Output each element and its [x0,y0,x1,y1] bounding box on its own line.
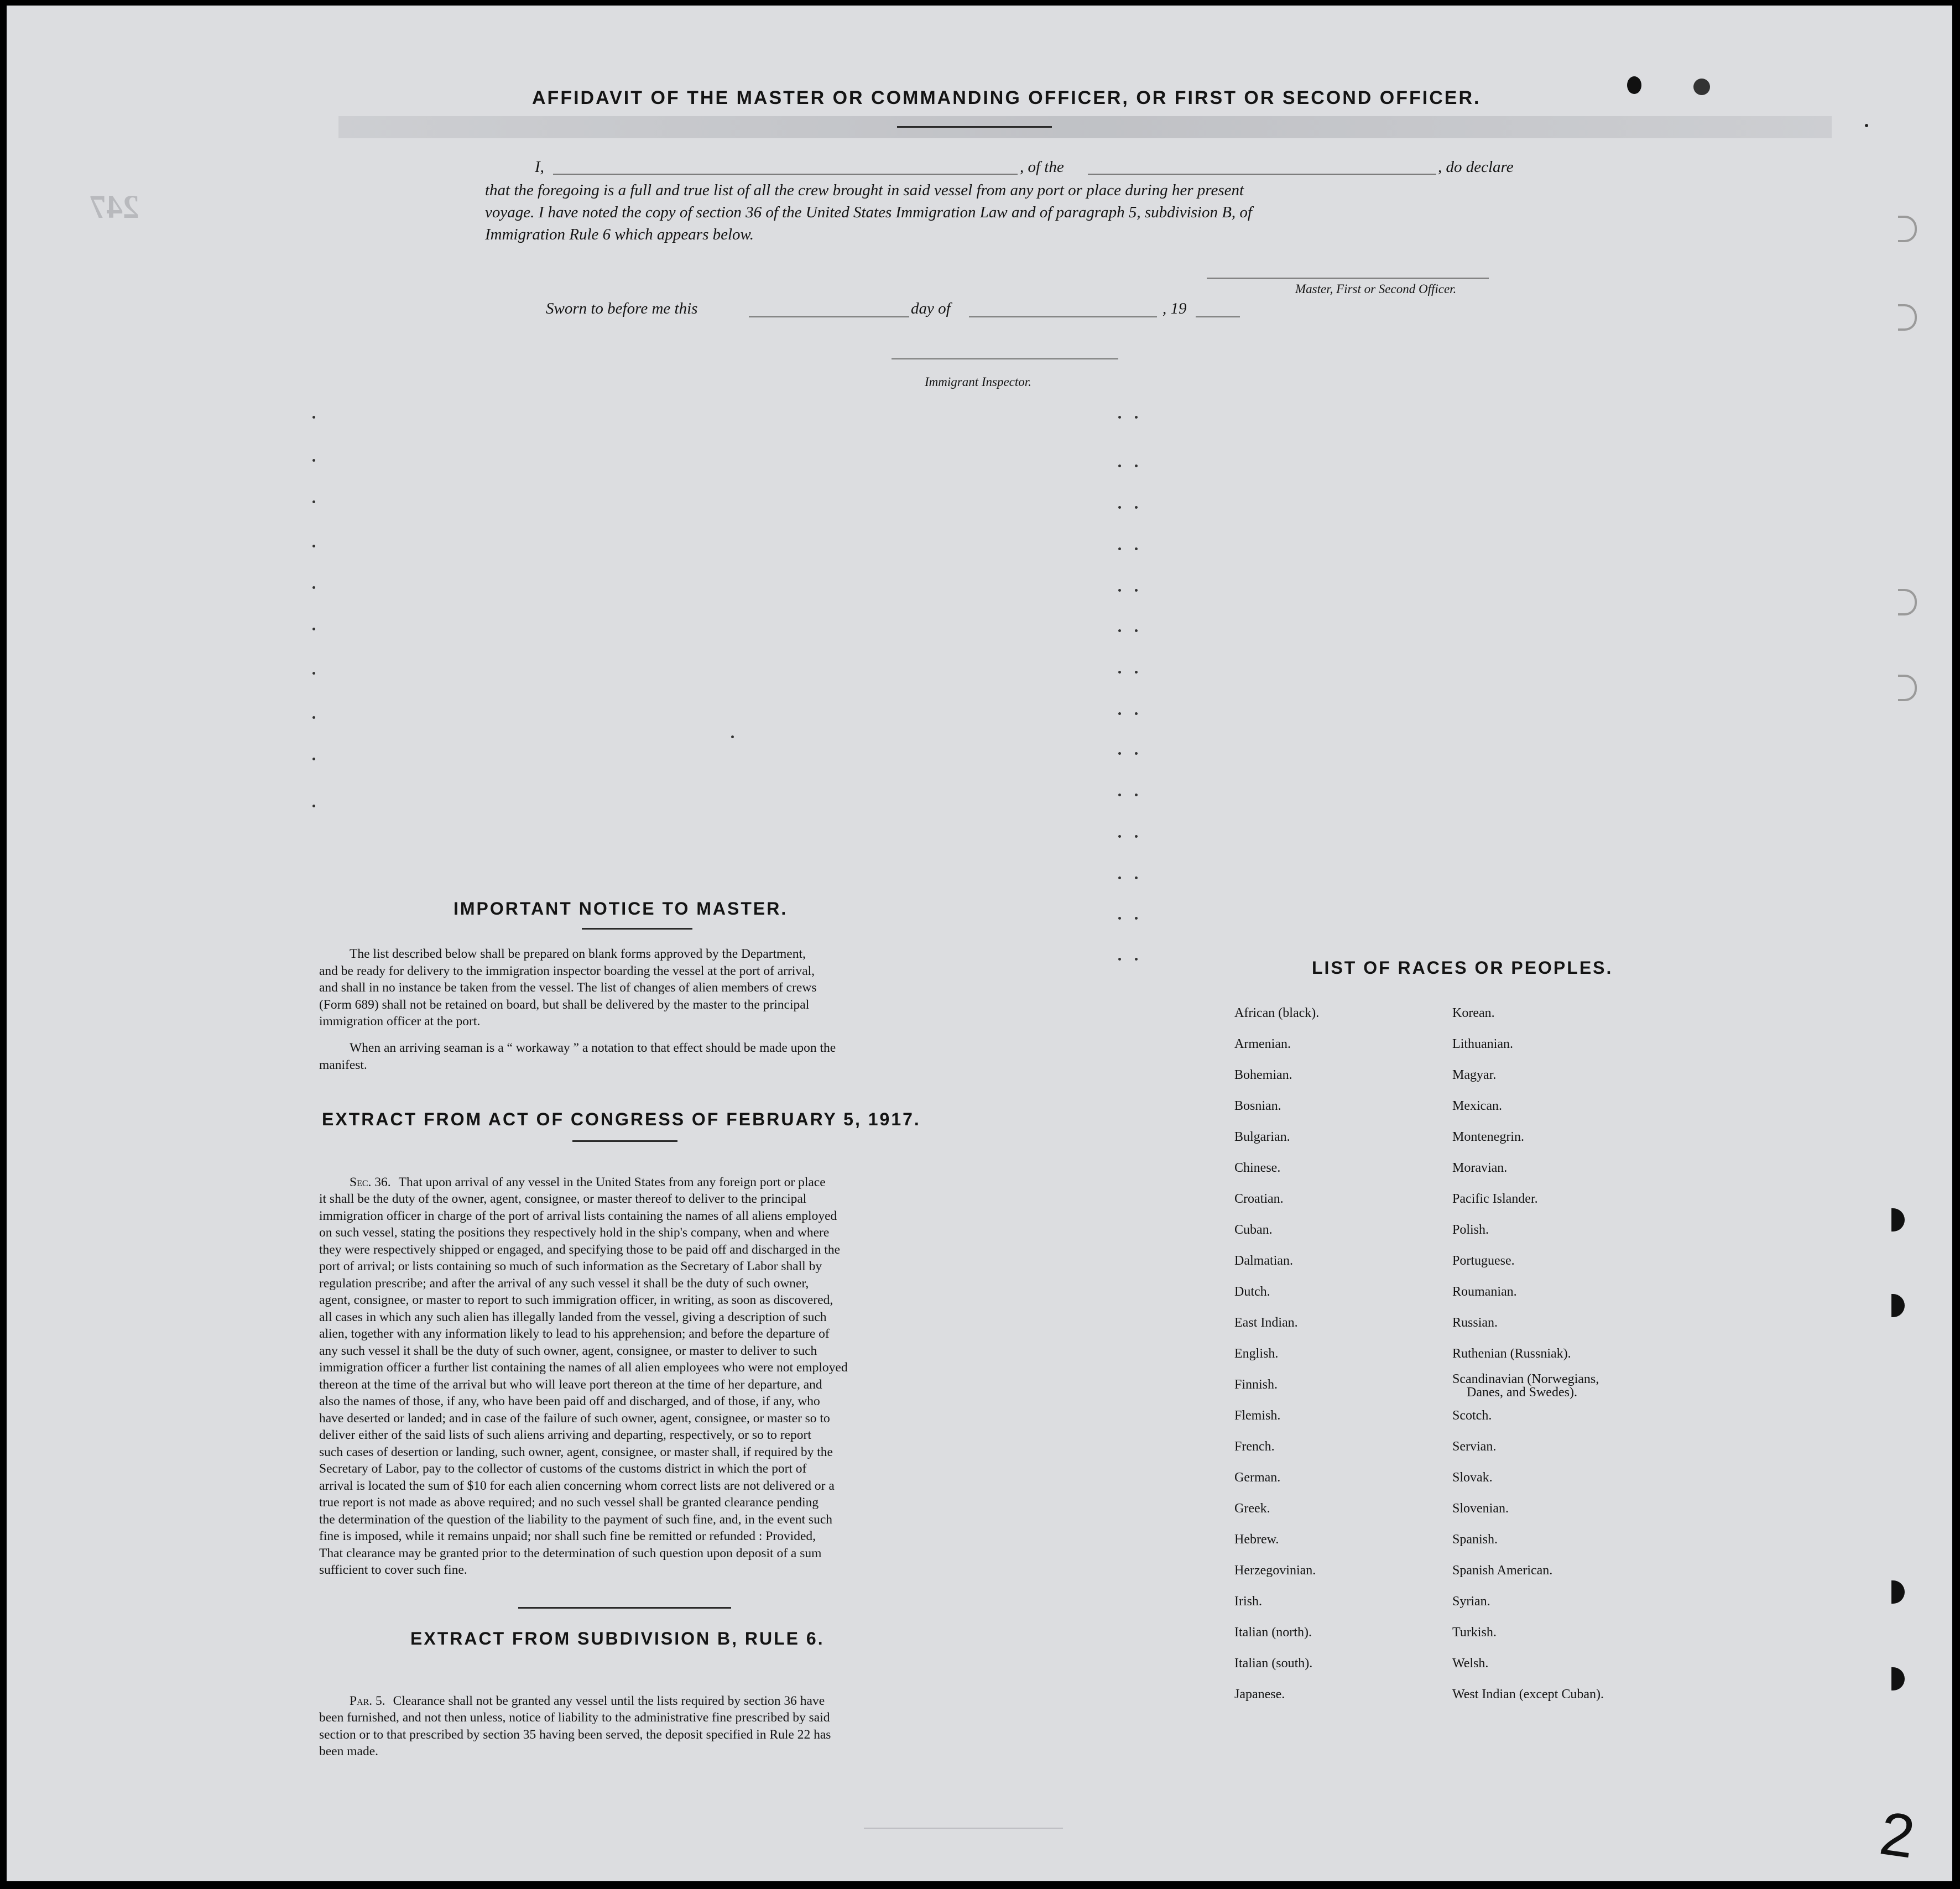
affidavit-title-rule [897,126,1052,128]
ink-blot [1693,79,1710,95]
act-extract-title: EXTRACT FROM ACT OF CONGRESS OF FEBRUARY 5, 1917. [322,1109,921,1129]
race-item: Slovak. [1452,1470,1493,1485]
race-item: Syrian. [1452,1594,1490,1609]
race-item: Dalmatian. [1234,1254,1293,1268]
race-item: Montenegrin. [1452,1130,1524,1144]
race-item: Cuban. [1234,1223,1273,1237]
sworn-day-label: day of [911,300,951,317]
act-section-label: Sec. 36. [350,1175,391,1189]
race-item: African (black). [1234,1006,1320,1020]
affidavit-title: AFFIDAVIT OF THE MASTER OR COMMANDING OFFICER, OR FIRST OR SECOND OFFICER. [532,87,1481,108]
race-item: Russian. [1452,1316,1498,1330]
rule-extract-body [319,1676,939,1760]
sworn-day-blank [749,316,909,317]
inspector-label: Immigrant Inspector. [925,375,1031,389]
signature-label: Master, First or Second Officer. [1295,282,1457,296]
race-item: Hebrew. [1234,1532,1279,1547]
ink-speck [1865,124,1868,127]
race-item: French. [1234,1439,1275,1454]
race-item: Croatian. [1234,1192,1284,1206]
race-item: Irish. [1234,1594,1262,1609]
sworn-month-blank [969,316,1157,317]
binder-hole [1898,589,1917,615]
affidavit-line3: voyage. I have noted the copy of section 36 of the United States Immigration Law and of paragraph 5, subdivision B, of [485,203,1252,221]
vessel-name-blank [1088,174,1436,175]
binder-hole [1898,216,1917,242]
race-item: Pacific Islander. [1452,1192,1538,1206]
act-extract-body [319,1157,939,1579]
act-section-text: That upon arrival of any vessel in the United States from any foreign port or place it shall be the duty of the owner, agent, consignee, or master thereof to deliver to the principal immigration officer in charge of the port of arrival lists containing the names of all aliens employed on such vessel, stating the positions they respectively hold in the ship's company, when and where they were respectively shipped or engaged, and specifying those to be paid off and discharged in the port of arrival; or lists containing so much of such information as the Secretary of Labor shall by regulation prescribe; and after the arrival of any such vessel it shall be the duty of such owner, agent, consignee, or master to report to such immigration officer, in writing, as soon as discovered, all cases in which any such alien has illegally landed from the vessel, giving a description of such alien, together with any information likely to lead to his apprehension; and before the departure of any such vessel it shall be the duty of such owner, agent, consignee, or master to deliver to such immigration officer a further list containing the names of all alien employees who were not employed thereon at the time of the arrival but who will leave port thereon at the time of her departure, and also the names of those, if any, who have been paid off and discharged, and of those, if any, who have deserted or landed; and in case of the failure of such owner, agent, consignee, or master so to deliver either of the said lists of such aliens arriving and departing, respectively, or so to report such cases of desertion or landing, such owner, agent, consignee, or master shall, if required by the Secretary of Labor, pay to the collector of customs of the customs district in which the port of arrival is located the sum of $10 for each alien concerning whom correct lists are not delivered or a true report is not made as above required; and no such vessel shall be granted clearance pending the determination of the question of the liability to the payment of such fine, and, in the event such fine is imposed, while it remains unpaid; nor shall such fine be remitted or refunded : Provided, That clearance may be granted prior to the determination of such question upon deposit of a sum sufficient to cover such fine. [319,1175,848,1577]
race-item: Italian (north). [1234,1625,1312,1640]
race-item: Finnish. [1234,1377,1278,1392]
bleed-through-number: 247 [90,189,139,225]
race-item: Dutch. [1234,1285,1270,1299]
race-item: Spanish. [1452,1532,1498,1547]
race-item: Welsh. [1452,1656,1489,1671]
act-extract-title-rule [572,1140,677,1142]
race-item: Japanese. [1234,1687,1285,1702]
race-item: Italian (south). [1234,1656,1313,1671]
notice-paragraph-2: When an arriving seaman is a “ workaway ” a notation to that effect should be made upon the manifest. [319,1041,836,1072]
binder-hole [1891,1294,1905,1317]
notice-paragraph-1: The list described below shall be prepared on blank forms approved by the Department, and be ready for delivery to the immigration inspector boarding the vessel at the port of arrival, and shall in no instance be taken from the vessel. The list of changes of alien members of crews (Form 689) shall not be retained on board, but shall be delivered by the master to the principal immigration officer at the port. [319,947,817,1029]
race-item: Scandinavian (Norwegians, [1452,1372,1599,1386]
race-item: Ruthenian (Russniak). [1452,1347,1571,1361]
race-item: Portuguese. [1452,1254,1515,1268]
rule-par-text: Clearance shall not be granted any vessel until the lists required by section 36 have been furnished, and not then unless, notice of liability to the administrative fine prescribed by said section or to that prescribed by section 35 having been served, the deposit specified in Rule 22 has been made. [319,1693,831,1758]
ink-blot [1627,76,1641,94]
race-item: Bosnian. [1234,1099,1281,1113]
race-item-continuation: Danes, and Swedes). [1467,1385,1577,1400]
rule-extract-title: EXTRACT FROM SUBDIVISION B, RULE 6. [410,1629,825,1648]
race-item: Greek. [1234,1501,1270,1516]
race-item: Herzegovinian. [1234,1563,1316,1578]
bleed-through-heading [338,116,1832,138]
races-title: LIST OF RACES OR PEOPLES. [1312,958,1613,978]
notice-title: IMPORTANT NOTICE TO MASTER. [453,899,788,919]
binder-hole [1898,675,1917,701]
sworn-year-blank [1196,316,1240,317]
race-item: East Indian. [1234,1316,1298,1330]
notice-title-rule [582,928,692,930]
rule-par-label: Par. 5. [350,1693,385,1708]
affidavit-line1-start: I, [535,158,544,176]
corner-pencil-mark: 2 [1875,1799,1919,1871]
race-item: Flemish. [1234,1408,1281,1423]
bottom-smudge [864,1794,1063,1829]
race-item: Lithuanian. [1452,1037,1513,1051]
document-page [7,6,1952,1881]
affidavit-line2: that the foregoing is a full and true list of all the crew brought in said vessel from any port or place during her present [485,181,1244,199]
master-name-blank [553,174,1018,175]
race-item: Magyar. [1452,1068,1497,1082]
race-item: Moravian. [1452,1161,1508,1175]
race-item: Bulgarian. [1234,1130,1290,1144]
race-item: Spanish American. [1452,1563,1553,1578]
affidavit-line4: Immigration Rule 6 which appears below. [485,226,754,243]
race-item: Polish. [1452,1223,1489,1237]
race-item: West Indian (except Cuban). [1452,1687,1604,1702]
race-item: Bohemian. [1234,1068,1292,1082]
binder-hole [1891,1667,1905,1690]
race-item: Scotch. [1452,1408,1492,1423]
race-item: Servian. [1452,1439,1497,1454]
inspector-signature-line [892,358,1118,359]
race-item: Mexican. [1452,1099,1502,1113]
race-item: English. [1234,1347,1279,1361]
binder-hole [1898,304,1917,331]
race-item: Armenian. [1234,1037,1291,1051]
sworn-year-label: , 19 [1163,300,1187,317]
race-item: Turkish. [1452,1625,1497,1640]
binder-hole [1891,1208,1905,1231]
race-item: Roumanian. [1452,1285,1517,1299]
signature-line [1207,278,1489,279]
affidavit-line1-mid: , of the [1020,158,1064,176]
rule-extract-separator [518,1607,731,1609]
race-item: German. [1234,1470,1281,1485]
sworn-statement: Sworn to before me this [546,300,698,317]
affidavit-line1-end: , do declare [1438,158,1514,176]
race-item: Korean. [1452,1006,1495,1020]
race-item: Slovenian. [1452,1501,1509,1516]
race-item: Chinese. [1234,1161,1281,1175]
binder-hole [1891,1580,1905,1604]
